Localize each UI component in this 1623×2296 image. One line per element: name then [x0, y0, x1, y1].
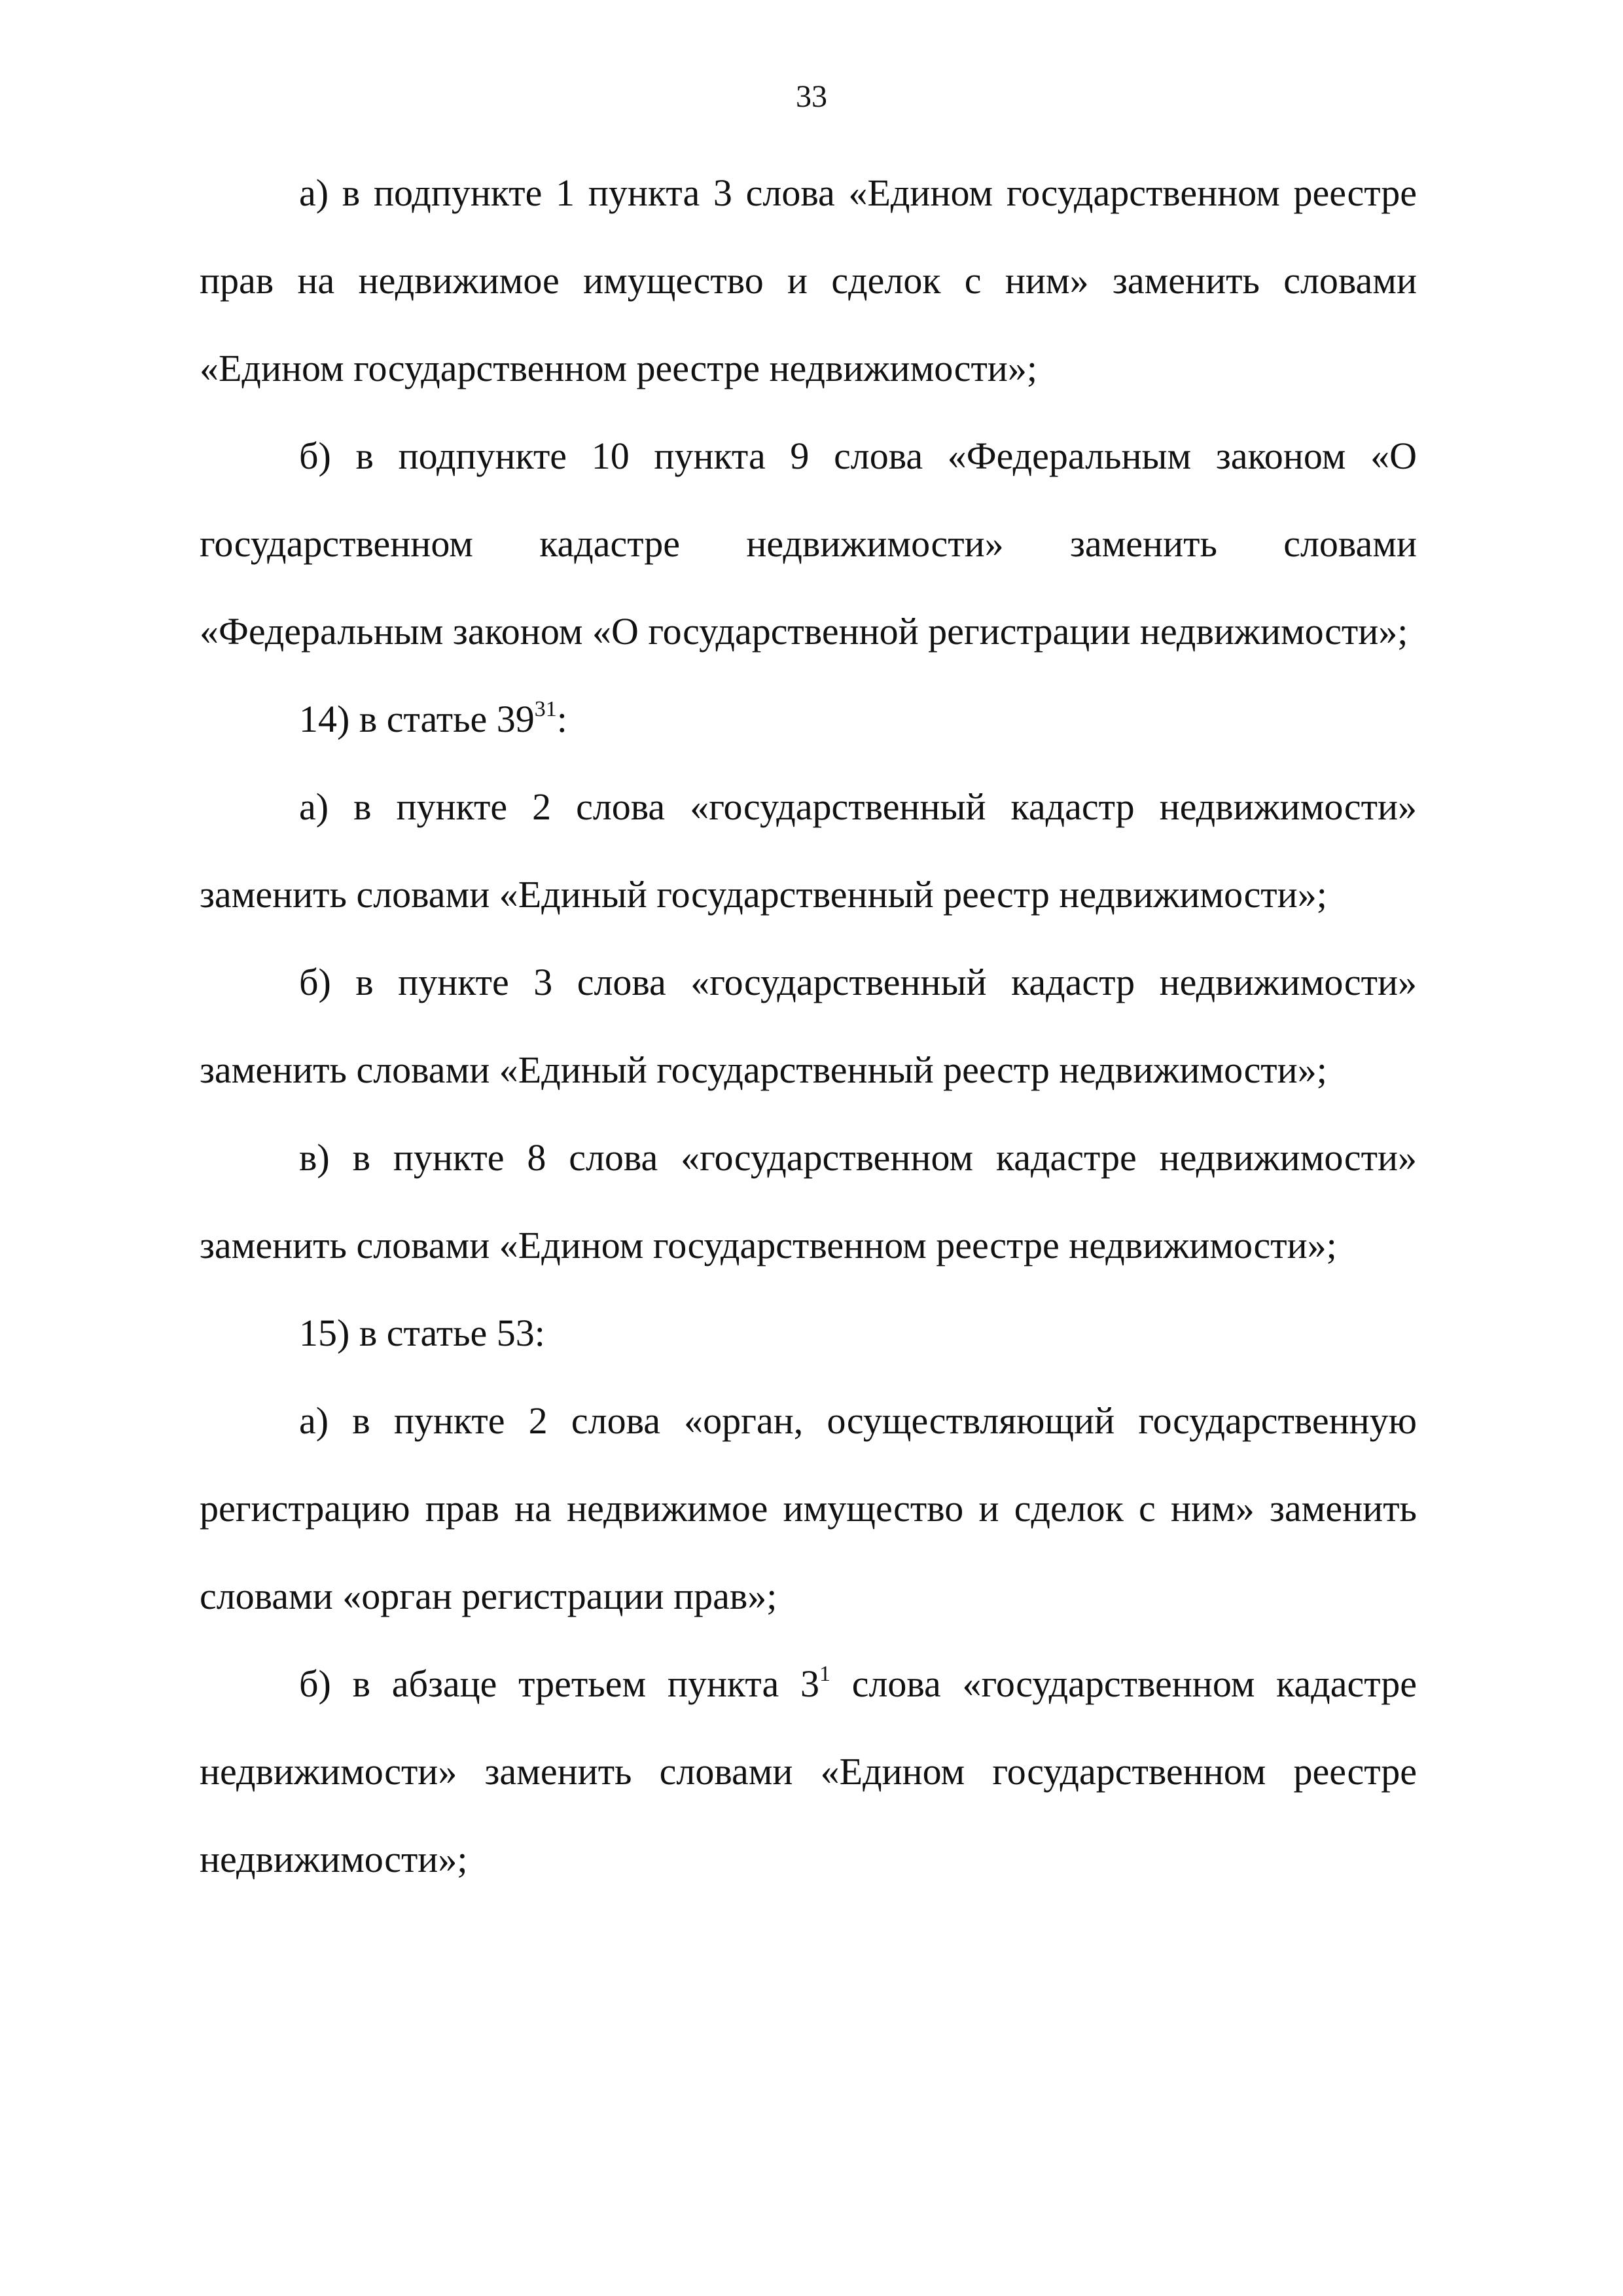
document-body: [200, 149, 1417, 1903]
paragraph-a-point-2: а) в пункте 2 слова «государственный кадастр недвижимости» заменить словами «Единый государственный реестр недвижимости»;: [200, 785, 1417, 916]
paragraph-b-point-3-1-text-start: б) в абзаце третьем пункта 3: [299, 1662, 819, 1705]
paragraph-b-point-3: б) в пункте 3 слова «государственный кадастр недвижимости» заменить словами «Единый государственный реестр недвижимости»;: [200, 961, 1417, 1091]
paragraph-a-point-2-registration: а) в пункте 2 слова «орган, осуществляющий государственную регистрацию прав на недвижимое имущество и сделок с ним» заменить словами «орган регистрации прав»;: [200, 1399, 1417, 1617]
item-15-heading: 15) в статье 53:: [299, 1312, 545, 1354]
paragraph-a-subclause-1: а) в подпункте 1 пункта 3 слова «Едином государственном реестре прав на недвижимое имущество и сделок с ним» заменить словами «Едином государственном реестре недвижимости»;: [200, 171, 1417, 389]
paragraph-b-point-3-1-text-end: слова «государственном кадастре недвижимости» заменить словами «Едином государственном реестре недвижимости»;: [200, 1662, 1417, 1880]
item-14-colon: :: [556, 698, 567, 740]
item-14-text: 14) в статье 39: [299, 698, 535, 740]
page-number: 33: [796, 79, 827, 114]
item-14-heading: [200, 675, 1417, 763]
paragraph-c-point-8: в) в пункте 8 слова «государственном кадастре недвижимости» заменить словами «Едином государственном реестре недвижимости»;: [200, 1136, 1417, 1266]
paragraph-b-subclause-10: б) в подпункте 10 пункта 9 слова «Федеральным законом «О государственном кадастре недвижимости» заменить словами «Федеральным законом «О государственной регистрации недвижимости»;: [200, 435, 1417, 653]
item-14-superscript: 31: [534, 696, 557, 721]
paragraph-b-point-3-1-superscript: 1: [819, 1661, 830, 1686]
paragraph-b-point-3-1: [200, 1640, 1417, 1903]
